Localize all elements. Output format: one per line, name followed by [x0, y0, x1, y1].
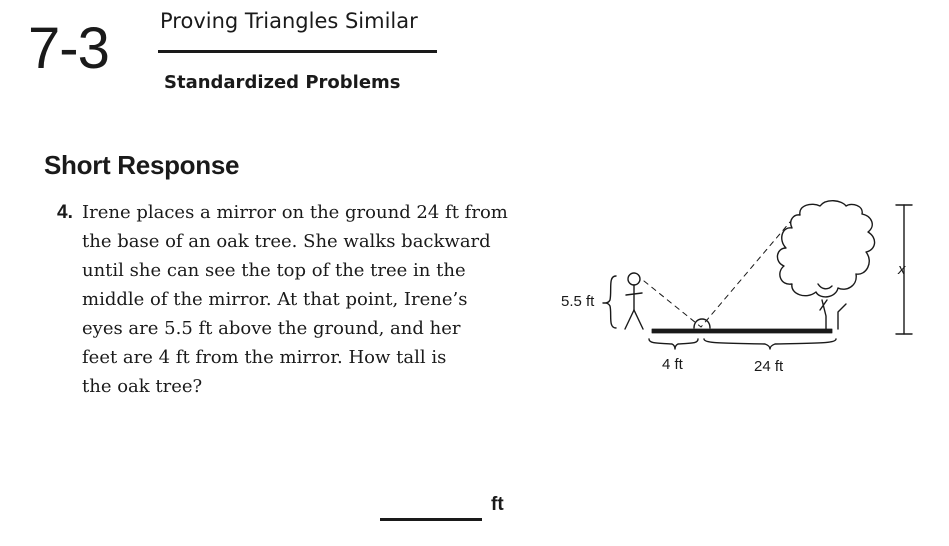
problem-line: the base of an oak tree. She walks backward — [82, 231, 491, 252]
ground-line — [652, 329, 832, 333]
mirror-icon — [694, 319, 710, 328]
tree-height-label: x — [898, 261, 906, 278]
mirror-tree-brace — [704, 339, 836, 349]
title-divider — [158, 50, 437, 53]
tree-trunk — [820, 300, 846, 329]
worksheet-subtitle: Standardized Problems — [164, 72, 401, 93]
person-mirror-brace — [649, 339, 698, 349]
distance-person-mirror-label: 4 ft — [662, 356, 683, 373]
problem-number: 4. — [57, 202, 73, 223]
problem-line: eyes are 5.5 ft above the ground, and her — [82, 318, 461, 339]
tree-canopy — [777, 201, 874, 297]
mirror-tree-diagram — [540, 190, 940, 390]
eye-height-label: 5.5 ft — [561, 293, 595, 310]
eye-height-brace — [603, 276, 616, 328]
distance-mirror-tree-label: 24 ft — [754, 358, 784, 375]
problem-line: until she can see the top of the tree in the — [82, 260, 466, 281]
lesson-number: 7-3 — [28, 16, 109, 81]
problem-line: feet are 4 ft from the mirror. How tall is — [82, 347, 447, 368]
lesson-title: Proving Triangles Similar — [160, 9, 418, 33]
problem-line: Irene places a mirror on the ground 24 ft from — [82, 202, 508, 223]
section-heading: Short Response — [44, 150, 240, 180]
sight-line — [644, 222, 790, 327]
problem-line: the oak tree? — [82, 376, 203, 397]
answer-blank[interactable] — [380, 518, 482, 521]
problem-statement — [82, 198, 532, 401]
person-figure — [625, 273, 643, 329]
answer-unit: ft — [491, 494, 504, 515]
problem-line: middle of the mirror. At that point, Irene’s — [82, 289, 468, 310]
